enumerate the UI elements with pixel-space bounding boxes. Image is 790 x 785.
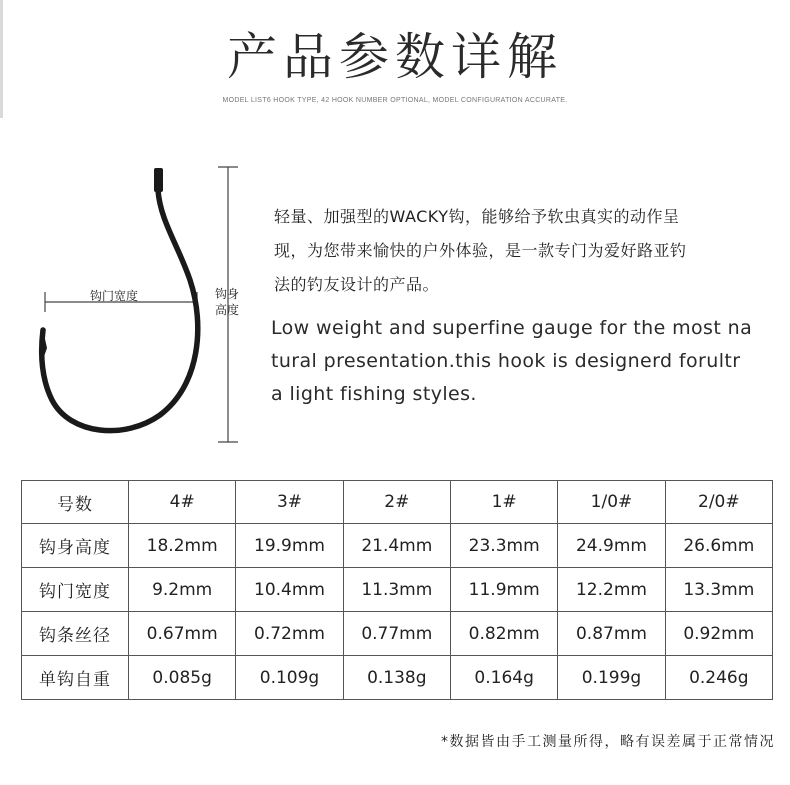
table-cell: 11.3mm — [343, 568, 450, 612]
table-cell: 13.3mm — [665, 568, 772, 612]
table-cell: 0.67mm — [129, 612, 236, 656]
row-label-gap-width: 钩门宽度 — [22, 568, 129, 612]
table-cell: 0.109g — [236, 656, 343, 700]
row-label-shank-height: 钩身高度 — [22, 524, 129, 568]
table-cell: 10.4mm — [236, 568, 343, 612]
size-cell: 1/0# — [558, 481, 665, 524]
table-header-row — [22, 481, 773, 524]
table-cell: 0.77mm — [343, 612, 450, 656]
table-cell: 11.9mm — [450, 568, 557, 612]
shank-height-label: 钩身 高度 — [214, 287, 239, 317]
table-cell: 24.9mm — [558, 524, 665, 568]
spec-table — [21, 480, 773, 700]
table-cell: 26.6mm — [665, 524, 772, 568]
measurement-footnote: *数据皆由手工测量所得，略有误差属于正常情况 — [441, 734, 775, 750]
table-cell: 0.72mm — [236, 612, 343, 656]
description-english: Low weight and superfine gauge for the most na tural presentation.this hook is designerd forultr a light fishing styles. — [271, 317, 753, 405]
table-cell: 0.92mm — [665, 612, 772, 656]
table-cell: 0.199g — [558, 656, 665, 700]
table-cell: 0.138g — [343, 656, 450, 700]
table-cell: 18.2mm — [129, 524, 236, 568]
row-label-wire-diameter: 钩条丝径 — [22, 612, 129, 656]
table-cell: 0.82mm — [450, 612, 557, 656]
hook-shank — [42, 190, 198, 431]
table-cell: 0.87mm — [558, 612, 665, 656]
size-cell: 4# — [129, 481, 236, 524]
table-cell: 9.2mm — [129, 568, 236, 612]
table-cell: 19.9mm — [236, 524, 343, 568]
table-row — [22, 612, 773, 656]
page-subtitle: MODEL LIST6 HOOK TYPE, 42 HOOK NUMBER OPTIONAL, MODEL CONFIGURATION ACCURATE. — [222, 97, 568, 104]
row-label-weight: 单钩自重 — [22, 656, 129, 700]
table-cell: 0.085g — [129, 656, 236, 700]
table-row — [22, 524, 773, 568]
table-cell: 0.246g — [665, 656, 772, 700]
table-cell: 12.2mm — [558, 568, 665, 612]
size-header-cell: 号数 — [22, 481, 129, 524]
size-cell: 2# — [343, 481, 450, 524]
table-cell: 0.164g — [450, 656, 557, 700]
description-chinese: 轻量、加强型的WACKY钩，能够给予软虫真实的动作呈 现，为您带来愉快的户外体验，是一款专门为爱好路亚钓 法的钓友设计的产品。 — [274, 207, 687, 294]
table-row — [22, 568, 773, 612]
size-cell: 2/0# — [665, 481, 772, 524]
table-row — [22, 656, 773, 700]
size-cell: 1# — [450, 481, 557, 524]
size-cell: 3# — [236, 481, 343, 524]
page-title: 产品参数详解 — [227, 28, 563, 86]
gap-width-label: 钩门宽度 — [90, 289, 139, 303]
table-cell: 21.4mm — [343, 524, 450, 568]
table-cell: 23.3mm — [450, 524, 557, 568]
